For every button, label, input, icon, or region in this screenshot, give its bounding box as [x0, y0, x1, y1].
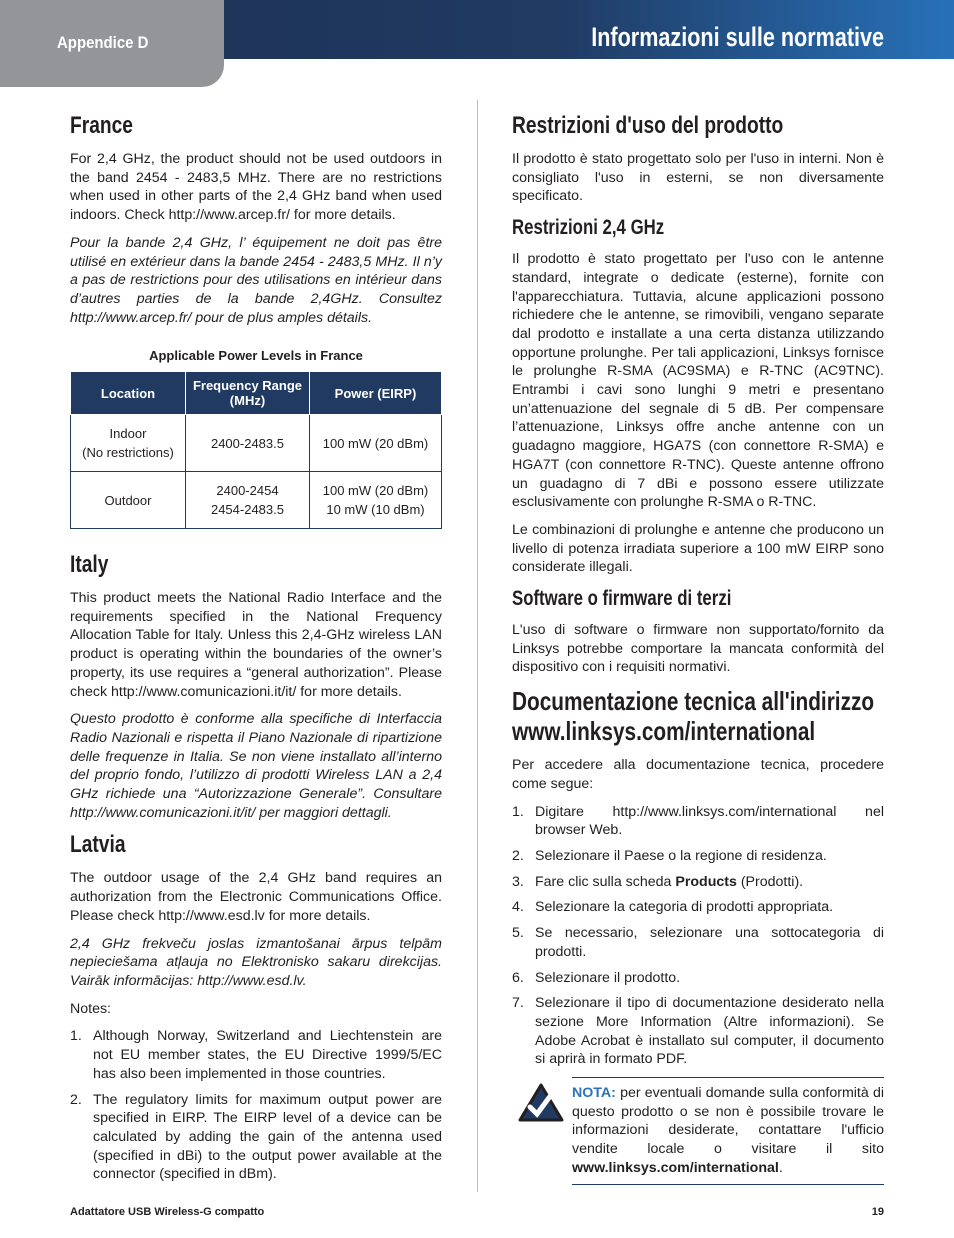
italy-heading: Italy — [70, 551, 109, 579]
step-text: Fare clic sulla scheda — [535, 873, 672, 890]
list-item: 5. Se necessario, selezionare una sottocategoria di prodotti. — [512, 925, 884, 960]
note-label: NOTA: — [572, 1085, 616, 1102]
power-levels-table — [70, 371, 442, 529]
restrictions-24-text: Il prodotto è stato progettato per l'uso con le antenne standard, integrate o dedicate (esterne), fornite con l'apparecchiatura. Tuttavia, alcune applicazioni possono richiedere che le antenne, se rimovibili, vengano separate dal prodotto e installate a una certa distanza utilizzando opportune prolunghe. Per tali applicazioni, Linksys fornisce le prolunghe R-SMA (AC9SMA) e R-TNC (AC9TNC). Entrambi i cavi sono lunghi 9 metri e presentano un’attenuazione del segnale di 5 dB. Per compensare l’attenuazione, Linksys offre anche antenne con un guadagno maggiore, HGA7S (con connettore R-SMA) e HGA7T (con connettore R-TNC). Queste antenne offrono un guadagno di 7 dBi e possono essere utilizzate esclusivamente con prolunghe R-SMA o R-TNC. — [512, 251, 884, 511]
list-item: 1. Although Norway, Switzerland and Liechtenstein are not EU member states, the EU Directive 1999/5/EC has also been implemented in those countries. — [70, 1028, 442, 1082]
restrictions-24-heading: Restrizioni 2,4 GHz — [512, 216, 665, 240]
step-text-tail: (Prodotti). — [740, 873, 804, 890]
cell-frequency-2: 2454-2483.5 — [210, 502, 284, 518]
step-text: Selezionare il Paese o la regione di residenza. — [535, 847, 827, 864]
italy-text-en: This product meets the National Radio Interface and the requirements specified in the National Frequency Allocation Table for Italy. Unless this 2,4-GHz wireless LAN product is operating within the boundaries of the owner’s property, its use requires a “general authorization”. Please check http://www.comunicazioni.it/it/ for more details. — [70, 590, 442, 700]
list-item: 4. Selezionare la categoria di prodotti appropriata. — [512, 899, 834, 916]
page-title: Informazioni sulle normative — [591, 22, 884, 52]
cell-location-note: (No restrictions) — [82, 445, 174, 461]
th-power: Power (EIRP) — [309, 372, 441, 415]
left-column — [70, 108, 442, 1192]
restrictions-heading: Restrizioni d'uso del prodotto — [512, 112, 784, 139]
cell-power: 100 mW (20 dBm) — [309, 415, 441, 472]
docs-heading: Documentazione tecnica all'indirizzo www.linksys.com/international — [512, 686, 875, 747]
note-text: The regulatory limits for maximum output power are specified in EIRP. The EIRP level of a device can be calculated by adding the gain of the antenna used (specified in dBi) to the output power available at the connector (specified in dBm). — [93, 1091, 442, 1183]
step-text: Selezionare il prodotto. — [535, 969, 681, 986]
header-band — [224, 0, 954, 59]
products-tab-name: Products — [675, 873, 737, 890]
column-divider — [477, 100, 478, 1192]
right-column — [512, 108, 884, 1192]
cell-power: 100 mW (20 dBm) — [322, 483, 429, 499]
france-heading: France — [70, 112, 133, 139]
cell-power-2: 10 mW (10 dBm) — [326, 502, 425, 518]
docs-intro: Per accedere alla documentazione tecnica, procedere come segue: — [512, 757, 884, 792]
restrictions-text: Il prodotto è stato progettato solo per l'uso in interni. Non è consigliato l'uso in esterni, se non diversamente specificato. — [512, 151, 884, 205]
note-text: Although Norway, Switzerland and Liechtenstein are not EU member states, the EU Directive 1999/5/EC has also been implemented in those countries. — [93, 1028, 442, 1082]
step-text: Digitare http://www.linksys.com/international nel browser Web. — [535, 803, 884, 839]
docs-steps — [512, 803, 884, 1069]
latvia-text-lv: 2,4 GHz frekveču joslas izmantošanai ārpus telpām nepieciešama atļauja no Elektronisko sakaru direkcijas. Vairāk informācijas: http://www.esd.lv. — [70, 935, 442, 989]
step-text: Se necessario, selezionare una sottocategoria di prodotti. — [535, 925, 884, 960]
cell-frequency: 2400-2483.5 — [185, 415, 309, 472]
checkmark-icon — [518, 1083, 564, 1123]
table-row — [71, 415, 442, 472]
step-text: Selezionare il tipo di documentazione desiderato nella sezione More Information (Altre informazioni). Se Adobe Acrobat è installato sul computer, il documento si aprirà in formato PDF. — [535, 995, 884, 1068]
list-item: 2. Selezionare il Paese o la regione di residenza. — [512, 847, 827, 864]
list-item: 3. Fare clic sulla scheda Products (Prodotti). — [512, 873, 804, 890]
list-item: 1. Digitare http://www.linksys.com/international nel browser Web. — [512, 803, 884, 839]
italy-text-it: Questo prodotto è conforme alla specifiche di Interfaccia Radio Nazionali e rispetta il Piano Nazionale di ripartizione delle frequenze in Italia. Se non viene installato all’interno del proprio fondo, l’utilizzo di prodotti Wireless LAN a 2,4 GHz richiede una “Autorizzazione Generale”. Consultare http://www.comunicazioni.it/it/ per maggiori dettagli. — [70, 711, 442, 821]
note-text: per eventuali domande sulla conformità di questo prodotto o se non è possibile trovare le informazioni desiderate, contattare l'ufficio vendite locale o visitare il sito — [572, 1085, 884, 1158]
note-box — [512, 1077, 884, 1185]
cell-location: Outdoor — [71, 472, 186, 529]
th-location: Location — [71, 372, 186, 415]
notes-label: Notes: — [70, 1000, 112, 1017]
footer — [0, 1192, 954, 1238]
cell-location: Indoor — [109, 426, 147, 442]
software-text: L'uso di software o firmware non supportato/fornito da Linksys potrebbe comportare la mancata conformità del dispositivo con i requisiti normativi. — [512, 622, 884, 676]
step-text: Selezionare la categoria di prodotti appropriata. — [535, 899, 834, 916]
cell-frequency: 2400-2454 — [216, 483, 279, 499]
note-link[interactable]: www.linksys.com/international — [572, 1159, 779, 1176]
table-row — [71, 472, 442, 529]
restrictions-24-text-2: Le combinazioni di prolunghe e antenne che producono un livello di potenza irradiata superiore a 100 mW EIRP sono considerate illegali. — [512, 521, 884, 576]
france-text-fr: Pour la bande 2,4 GHz, l’ équipement ne doit pas être utilisé en extérieur dans la bande 2454 - 2483,5 MHz. Il n’y a pas de restrictions pour des utilisations en intérieur dans d’autres parties de la bande 2,4GHz. Consultez http://www.arcep.fr/ pour de plus amples détails. — [70, 234, 442, 326]
page-number: 19 — [871, 1206, 884, 1219]
notes-list — [70, 1027, 442, 1184]
appendix-label: Appendice D — [57, 33, 149, 52]
latvia-heading: Latvia — [70, 831, 126, 859]
software-heading: Software o firmware di terzi — [512, 587, 732, 611]
note-end: . — [778, 1159, 783, 1176]
france-text-en: For 2,4 GHz, the product should not be used outdoors in the band 2454 - 2483,5 MHz. There are no restrictions when used in other parts of the 2,4 GHz band when used indoors. Check http://www.arcep.fr/ for more details. — [70, 151, 442, 224]
latvia-text-en: The outdoor usage of the 2,4 GHz band requires an authorization from the Electronic Communications Office. Please check http://www.esd.lv for more details. — [70, 870, 442, 924]
list-item: 6. Selezionare il prodotto. — [512, 969, 681, 986]
footer-product: Adattatore USB Wireless-G compatto — [70, 1206, 265, 1219]
list-item: 7. Selezionare il tipo di documentazione desiderato nella sezione More Information (Altre informazioni). Se Adobe Acrobat è installato sul computer, il documento si aprirà in formato PDF. — [512, 995, 884, 1068]
table-caption: Applicable Power Levels in France — [149, 348, 363, 364]
th-frequency: Frequency Range (MHz) — [185, 372, 309, 415]
appendix-tab — [0, 0, 224, 87]
list-item: 2. The regulatory limits for maximum output power are specified in EIRP. The EIRP level of a device can be calculated by adding the gain of the antenna used (specified in dBi) to the output power available at the connector (specified in dBm). — [70, 1091, 442, 1183]
